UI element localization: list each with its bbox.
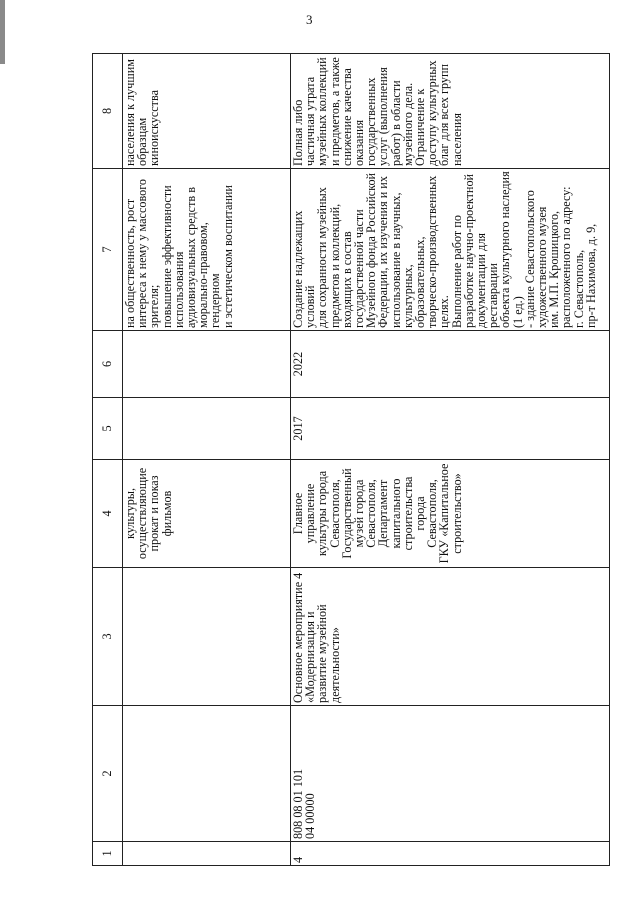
row-4 xyxy=(291,54,610,866)
cont-executors-line: культуры, xyxy=(123,487,137,540)
row4-executors-line: ГКУ «Капитальное xyxy=(437,463,452,564)
row4-consequences-cell xyxy=(291,54,610,169)
row4-result-line: г. Севастополь, xyxy=(571,249,586,328)
row4-result-cell xyxy=(291,169,610,331)
cont-executors-line: осуществляющие xyxy=(135,467,150,560)
row4-executors-line: строительства xyxy=(400,476,415,551)
cont-consequences-line: киноискусства xyxy=(147,90,162,166)
cont-consequences-line: населения к лучшим xyxy=(123,59,137,166)
cont-result-line: на общественность, рост xyxy=(123,198,137,328)
row4-executors-line: капитального xyxy=(388,478,403,549)
row4-code-line: 04 00000 xyxy=(303,793,318,839)
row4-result-line: Музейного фонда Российской xyxy=(364,172,379,328)
cont-result-line: повышение эффективности xyxy=(159,185,174,328)
header-cell-7: 7 xyxy=(93,169,123,331)
row4-result-line: (1 ед.) xyxy=(510,296,525,328)
row4-consequences-line: оказания xyxy=(352,119,367,166)
cont-result-line: использования xyxy=(171,251,186,328)
header-row xyxy=(93,54,123,866)
header-cell-6: 6 xyxy=(93,331,123,398)
row4-consequences-line: частичная утрата xyxy=(303,76,318,166)
header-cell-8: 8 xyxy=(93,54,123,169)
row4-consequences-line: и предметов, а также xyxy=(327,57,342,166)
row4-consequences-line: Полная либо xyxy=(291,99,305,166)
cont-result-line: зрителя; xyxy=(147,284,162,328)
row4-executors-line: города xyxy=(413,496,428,531)
row4-name-line: «Модернизация и xyxy=(303,611,318,703)
row4-name-line: деятельности» xyxy=(327,627,342,703)
cont-executors-cell xyxy=(123,460,291,568)
header-cell-4: 4 xyxy=(93,460,123,568)
row4-executors-line: управление xyxy=(303,483,318,544)
row4-consequences-line: Ограничение к xyxy=(413,88,428,166)
cont-result-line: интереса к нему у массового xyxy=(135,179,150,328)
row4-consequences-line: снижение качества xyxy=(339,68,354,166)
cont-consequences-line: образцам xyxy=(135,117,150,166)
cont-executors-line: фильмов xyxy=(159,490,174,537)
row4-executors-line: Севастополя, xyxy=(364,479,379,548)
row4-result-line: Выполнение работ по xyxy=(449,215,464,328)
row4-result-line: пр-т Нахимова, д. 9, xyxy=(583,223,598,328)
row4-executors-line: Севастополя, xyxy=(425,479,440,548)
row4-consequences-line: работ) в области xyxy=(388,80,403,166)
row4-code-line: 808 08 01 101 xyxy=(291,768,305,839)
row4-result-line: - здание Севастопольского xyxy=(522,190,537,328)
row4-executors-line: строительство» xyxy=(449,473,464,554)
cont-result-cell xyxy=(123,169,291,331)
row4-executors-line: Департамент xyxy=(376,479,391,548)
row4-result-line: им. М.П. Крошицкого, xyxy=(547,210,562,328)
row4-result-line: государственной части xyxy=(352,209,367,328)
row4-consequences-line: государственных xyxy=(364,77,379,166)
row4-result-line: художественного музея xyxy=(535,206,550,328)
cont-result-line: и эстетическом воспитании xyxy=(220,185,235,328)
scan-edge xyxy=(0,0,5,64)
row4-result-line: входящих в состав xyxy=(339,231,354,328)
row4-consequences-line: доступу культурных xyxy=(425,60,440,166)
header-cell-5: 5 xyxy=(93,398,123,460)
row4-name-line: Основное мероприятие 4 xyxy=(291,572,305,703)
rotated-table-container xyxy=(92,54,610,866)
row4-result-line: использование в научных, xyxy=(388,192,403,328)
cont-col3-cell xyxy=(123,568,291,706)
row4-consequences-line: услуг (выполнения xyxy=(376,67,391,166)
row4-executors-cell xyxy=(291,460,610,568)
row4-executors-line: музей города xyxy=(352,479,367,548)
row4-consequences-line: музейного дела. xyxy=(400,82,415,166)
row4-executors-line: Севастополя, xyxy=(327,479,342,548)
row4-code-cell xyxy=(291,706,610,842)
row4-end-year-cell: 2022 xyxy=(291,331,610,398)
row4-result-line: расположенного по адресу: xyxy=(559,186,574,328)
row4-executors-line: Государственный xyxy=(339,468,354,559)
row4-consequences-line: благ для всех групп xyxy=(437,63,452,166)
cont-col1-cell xyxy=(123,842,291,866)
row4-number-cell: 4 xyxy=(291,842,610,866)
cont-executors-line: прокат и показ xyxy=(147,475,162,552)
row4-result-line: творческо-производственных xyxy=(425,175,440,328)
row4-consequences-line: музейных коллекций xyxy=(315,57,330,166)
row4-result-line: Создание надлежащих условий xyxy=(291,210,318,328)
cont-result-line: аудиовизуальных средств в xyxy=(184,187,199,328)
cont-result-line: морально-правовом, гендерном xyxy=(196,222,223,328)
row4-result-line: объекта культурного наследия xyxy=(498,171,513,328)
row4-name-line: развитие музейной xyxy=(315,604,330,703)
row4-result-line: Федерации, их изучения и их xyxy=(376,176,391,328)
header-cell-3: 3 xyxy=(93,568,123,706)
row4-consequences-line: населения xyxy=(449,112,464,166)
program-table xyxy=(92,53,610,866)
row4-name-cell xyxy=(291,568,610,706)
header-cell-1: 1 xyxy=(93,842,123,866)
cont-col5-cell xyxy=(123,398,291,460)
row4-start-year-cell: 2017 xyxy=(291,398,610,460)
cont-col6-cell xyxy=(123,331,291,398)
row4-result-line: документации для реставрации xyxy=(474,232,501,328)
row4-result-line: культурных, образовательных, xyxy=(400,236,428,328)
row4-result-line: разработке научно-проектной xyxy=(461,173,476,328)
cont-consequences-cell xyxy=(123,54,291,169)
page-number: 3 xyxy=(306,12,313,27)
row4-executors-line: культуры города xyxy=(315,470,330,557)
row4-result-line: целях. xyxy=(437,295,452,328)
row4-executors-line: Главное xyxy=(291,492,305,535)
cont-col2-cell xyxy=(123,706,291,842)
row4-result-line: предметов и коллекций, xyxy=(327,203,342,328)
continuation-row xyxy=(123,54,291,866)
header-cell-2: 2 xyxy=(93,706,123,842)
row4-result-line: для сохранности музейных xyxy=(315,187,330,328)
